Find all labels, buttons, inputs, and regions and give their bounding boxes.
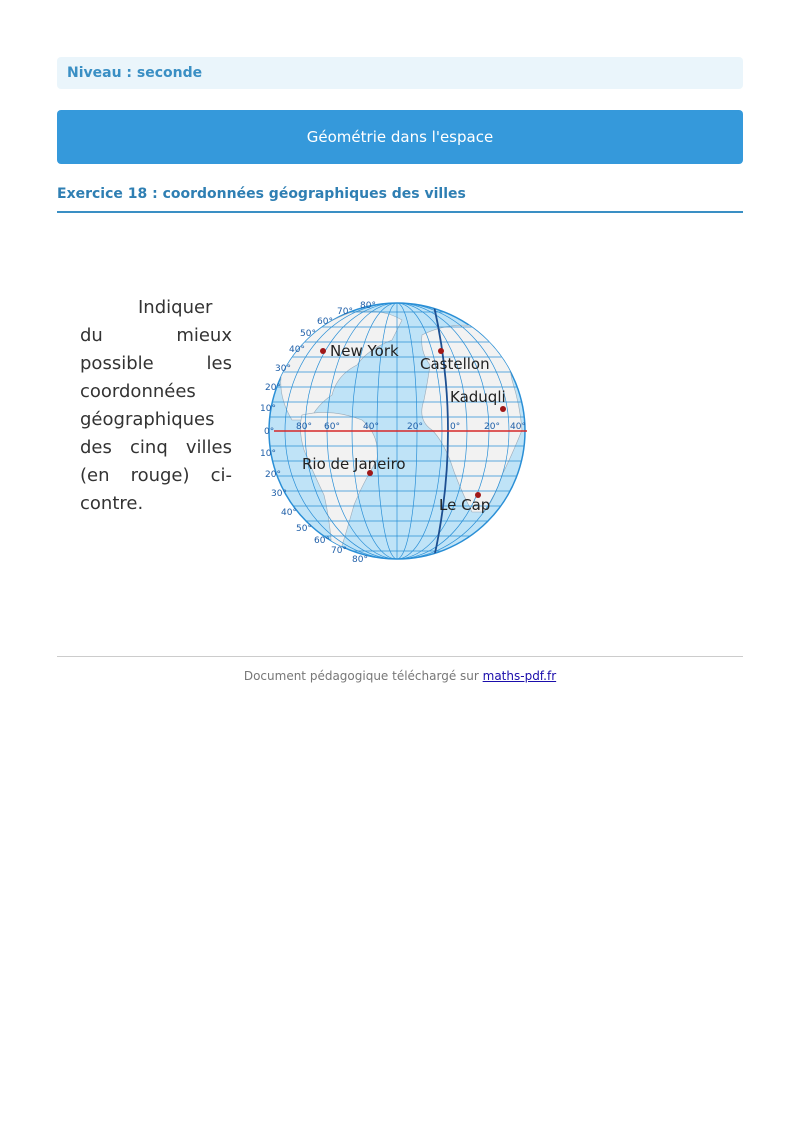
lon-label-20w: 20° [407, 422, 423, 432]
lat-label-n40: 40° [289, 345, 305, 355]
lon-label-20e: 20° [484, 422, 500, 432]
lon-label-40e: 40° [510, 422, 526, 432]
lat-label-s50: 50° [296, 524, 312, 534]
lat-label-s30: 30° [271, 489, 287, 499]
lat-label-s20: 20° [265, 470, 281, 480]
chapter-banner: Géométrie dans l'espace [57, 110, 743, 164]
exercise-instruction: Indiquer du mieux possible les coordonnées géographiques des cinq villes (en rouge) ci-contre. [80, 297, 232, 514]
city-dot-new-york [320, 348, 326, 354]
lat-label-s80: 80° [352, 555, 368, 565]
lat-label-n70: 70° [337, 307, 353, 317]
globe-figure [262, 290, 532, 575]
lon-label-60w: 60° [324, 422, 340, 432]
lat-label-n60: 60° [317, 317, 333, 327]
city-label-rio: Rio de Janeiro [302, 455, 406, 473]
lon-label-40w: 40° [363, 422, 379, 432]
exercise-title: Exercice 18 : coordonnées géographiques des villes [57, 186, 743, 213]
lat-label-n30: 30° [275, 364, 291, 374]
city-label-new-york: New York [330, 342, 399, 360]
lon-label-80w: 80° [296, 422, 312, 432]
city-label-kaduqli: Kaduqli [450, 388, 506, 406]
lon-label-0: 0° [450, 422, 461, 432]
city-dot-kaduqli [500, 406, 506, 412]
footer-divider [57, 656, 743, 657]
lat-label-n20: 20° [265, 383, 281, 393]
footer [57, 669, 743, 683]
lat-label-n50: 50° [300, 329, 316, 339]
footer-link[interactable]: maths-pdf.fr [482, 669, 557, 683]
lat-label-equator: 0° [264, 427, 275, 437]
lat-label-s40: 40° [281, 508, 297, 518]
lat-label-n80: 80° [360, 301, 376, 311]
lat-label-s60: 60° [314, 536, 330, 546]
lat-label-s10: 10° [260, 449, 276, 459]
city-label-castellon: Castellon [420, 355, 490, 373]
footer-text: Document pédagogique téléchargé sur [243, 669, 483, 683]
level-label: Niveau : seconde [57, 57, 743, 89]
city-dot-castellon [438, 348, 444, 354]
city-label-le-cap: Le Cap [439, 496, 491, 514]
lat-label-n10: 10° [260, 404, 276, 414]
lat-label-s70: 70° [331, 546, 347, 556]
